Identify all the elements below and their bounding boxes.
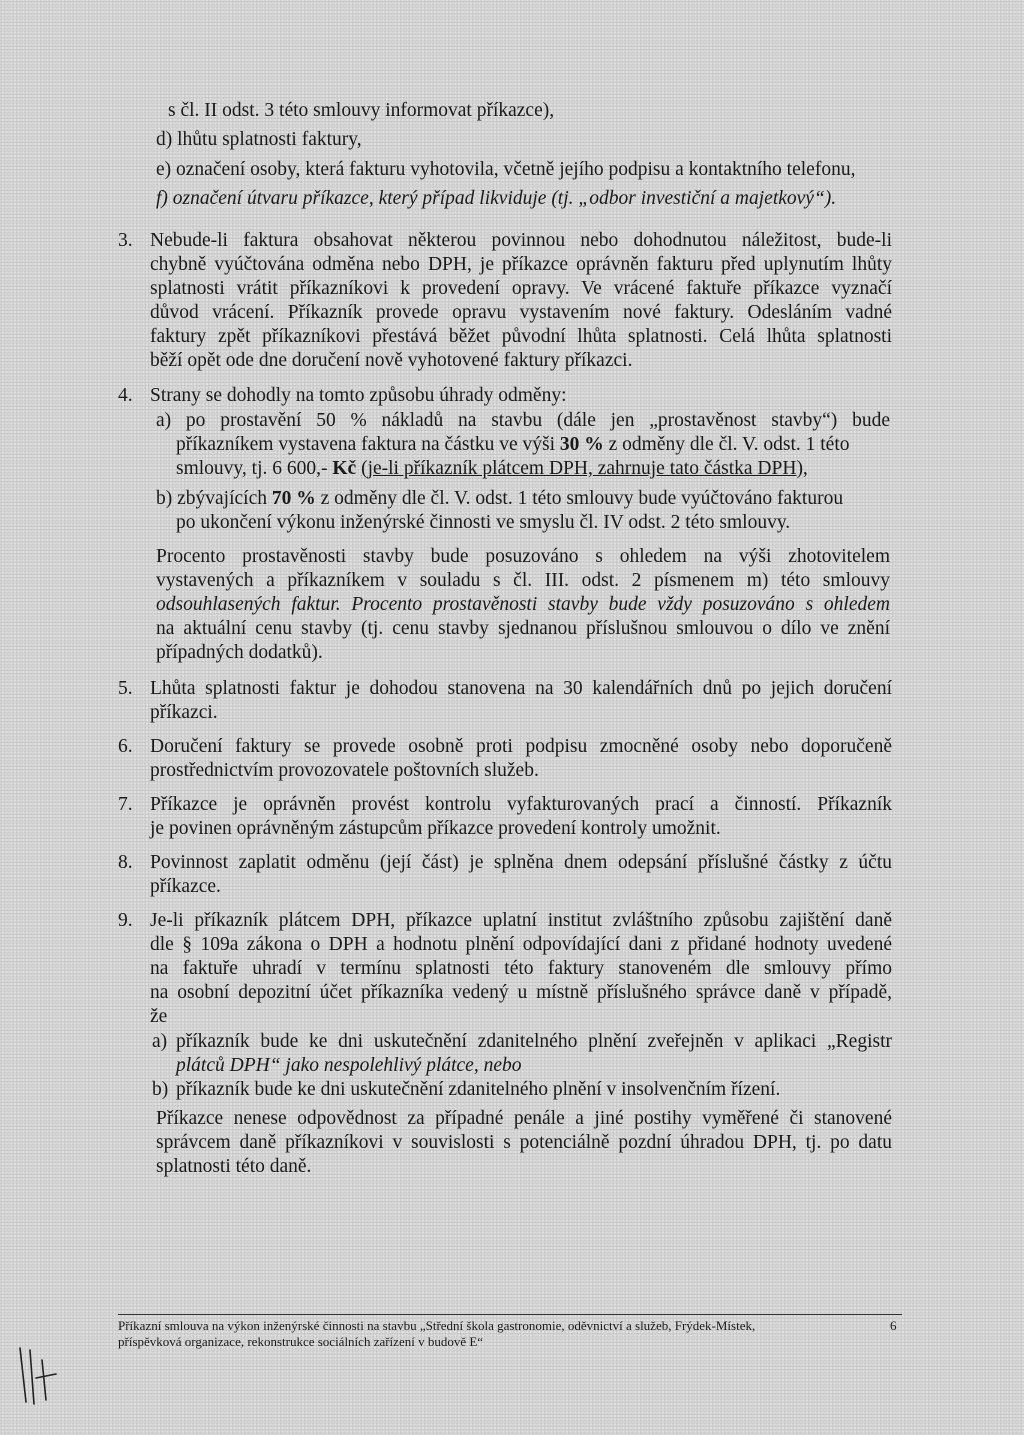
item4-a-line2-text: příkazníkem vystavena faktura na částku ve výši [176, 434, 556, 455]
footer-rule [118, 1314, 902, 1315]
item9-sub-a-line1: příkazník bude ke dni uskutečnění zdanitelného plnění zveřejněn v aplikaci „Registr [176, 1031, 892, 1052]
section2-item-f: f) označení útvaru příkazce, který případ likviduje (tj. „odbor investiční a majetkový“). [156, 188, 837, 209]
item5-line1: Lhůta splatnosti faktur je dohodou stanovena na 30 kalendářních dnů po jejich doručení [150, 678, 892, 699]
item3-line2: chybně vyúčtována odměna nebo DPH, je příkazce oprávněn fakturu před uplynutím lhůty [150, 254, 892, 275]
item3-line3: splatnosti vrátit příkazníkovi k provedení opravy. Ve vrácené faktuře příkazce vyznačí [150, 278, 892, 299]
item4-b-line1-tail: z odměny dle čl. V. odst. 1 této smlouvy bude vyúčtováno fakturou [320, 488, 844, 509]
item3-line1: Nebude-li faktura obsahovat některou povinnou nebo dohodnutou náležitost, bude-li [150, 230, 892, 251]
handwritten-initials-icon [12, 1340, 60, 1410]
item9-para-line3: splatnosti této daně. [156, 1156, 312, 1177]
item7-number: 7. [118, 794, 133, 815]
item4-b-line1-text: b) zbývajících [156, 488, 267, 509]
item9-line4: na osobní depozitní účet příkazníka vedený u místně příslušného správce daně v případě, [150, 982, 892, 1003]
item6-number: 6. [118, 736, 133, 757]
item4-para-line5: případných dodatků). [156, 642, 323, 663]
item9-sub-a-line2: plátců DPH“ jako nespolehlivý plátce, nebo [176, 1055, 522, 1076]
item9-number: 9. [118, 910, 133, 931]
item9-para-line1: Příkazce nenese odpovědnost za případné penále a jiné postihy vyměřené či stanovené [156, 1108, 892, 1129]
section2-item-e: e) označení osoby, která fakturu vyhotovila, včetně jejího podpisu a kontaktního telefonu, [156, 159, 856, 180]
item9-line3: na faktuře uhradí v termínu splatnosti této faktury stanoveném dle smlouvy přímo [150, 958, 892, 979]
item9-sub-b-line: příkazník bude ke dni uskutečnění zdanitelného plnění v insolvenčním řízení. [176, 1079, 781, 1100]
item4-para-line1: Procento prostavěnosti stavby bude posuzováno s ohledem na výši zhotovitelem [156, 546, 890, 567]
item4-a-line2 [176, 434, 850, 456]
item7-line1: Příkazce je oprávněn provést kontrolu vyfakturovaných prací a činností. Příkazník [150, 794, 892, 815]
item4-b-bold-pct: 70 % [271, 488, 316, 509]
item5-line2: příkazci. [150, 702, 218, 723]
item4-para-line3: odsouhlasených faktur. Procento prostavěnosti stavby bude vždy posuzováno s ohledem [156, 594, 890, 615]
item9-sub-b-label: b) [152, 1079, 169, 1100]
item4-intro: Strany se dohodly na tomto způsobu úhrady odměny: [150, 385, 567, 406]
item7-line2: je povinen oprávněným zástupcům příkazce provedení kontroly umožnit. [150, 818, 721, 839]
item4-a-bold-pct: 30 % [559, 434, 604, 455]
item9-line5: že [150, 1006, 168, 1027]
item4-b-line2: po ukončení výkonu inženýrské činnosti ve smyslu čl. IV odst. 2 této smlouvy. [176, 512, 791, 533]
footer-line2: příspěvková organizace, rekonstrukce sociálních zařízení v budově E“ [118, 1334, 484, 1349]
item9-line2: dle § 109a zákona o DPH a hodnotu plnění odpovídající dani z přidané hodnoty uvedené [150, 934, 892, 955]
item5-number: 5. [118, 678, 133, 699]
item3-line5: faktury zpět příkazníkovi přestává běžet původní lhůta splatnosti. Celá lhůta splatnosti [150, 326, 892, 347]
item4-a-line3 [176, 458, 808, 480]
item8-line1: Povinnost zaplatit odměnu (její část) je splněna dnem odepsání příslušné částky z účtu [150, 852, 892, 873]
item6-line1: Doručení faktury se provede osobně proti podpisu zmocněné osoby nebo doporučeně [150, 736, 892, 757]
item4-a-line1: a) po prostavění 50 % nákladů na stavbu (dále jen „prostavěnost stavby“) bude [156, 410, 890, 431]
item8-line2: příkazce. [150, 876, 221, 897]
item9-sub-a-label: a) [152, 1031, 168, 1052]
item3-line4: důvod vrácení. Příkazník provede opravu vystavením nové faktury. Odesláním vadné [150, 302, 892, 323]
footer-page-number: 6 [890, 1318, 897, 1333]
item3-line6: běží opět ode dne doručení nově vyhotovené faktury příkazci. [150, 350, 633, 371]
section2-item-d: d) lhůtu splatnosti faktury, [156, 129, 362, 150]
item4-b-line1 [156, 488, 843, 510]
item4-para-line4: na aktuální cenu stavby (tj. cenu stavby sjednanou příslušnou smlouvou o dílo ve znění [156, 618, 890, 639]
item4-a-bold-kc: Kč [332, 458, 357, 479]
footer-line1: Příkazní smlouva na výkon inženýrské činnosti na stavbu „Střední škola gastronomie, oděvnictví a služeb, Frýdek-Místek, [118, 1318, 756, 1333]
item8-number: 8. [118, 852, 133, 873]
item4-number: 4. [118, 385, 133, 406]
item4-para-line2: vystavených a příkazníkem v souladu s čl. III. odst. 2 písmenem m) této smlouvy [156, 570, 890, 591]
item4-a-line2-tail: z odměny dle čl. V. odst. 1 této [608, 434, 850, 455]
item4-a-line3-underlined: (je-li příkazník plátcem DPH, zahrnuje tato částka DPH), [361, 458, 808, 479]
item6-line2: prostřednictvím provozovatele poštovních služeb. [150, 760, 539, 781]
item4-a-line3-text: smlouvy, tj. 6 600,- [176, 458, 328, 479]
item3-number: 3. [118, 230, 133, 251]
item9-line1: Je-li příkazník plátcem DPH, příkazce uplatní institut zvláštního způsobu zajištění daně [150, 910, 892, 931]
item9-para-line2: správcem daně příkazníkovi v souvislosti s potenciálně pozdní úhradou DPH, tj. po datu [156, 1132, 892, 1153]
section2-line1: s čl. II odst. 3 této smlouvy informovat příkazce), [168, 100, 555, 121]
